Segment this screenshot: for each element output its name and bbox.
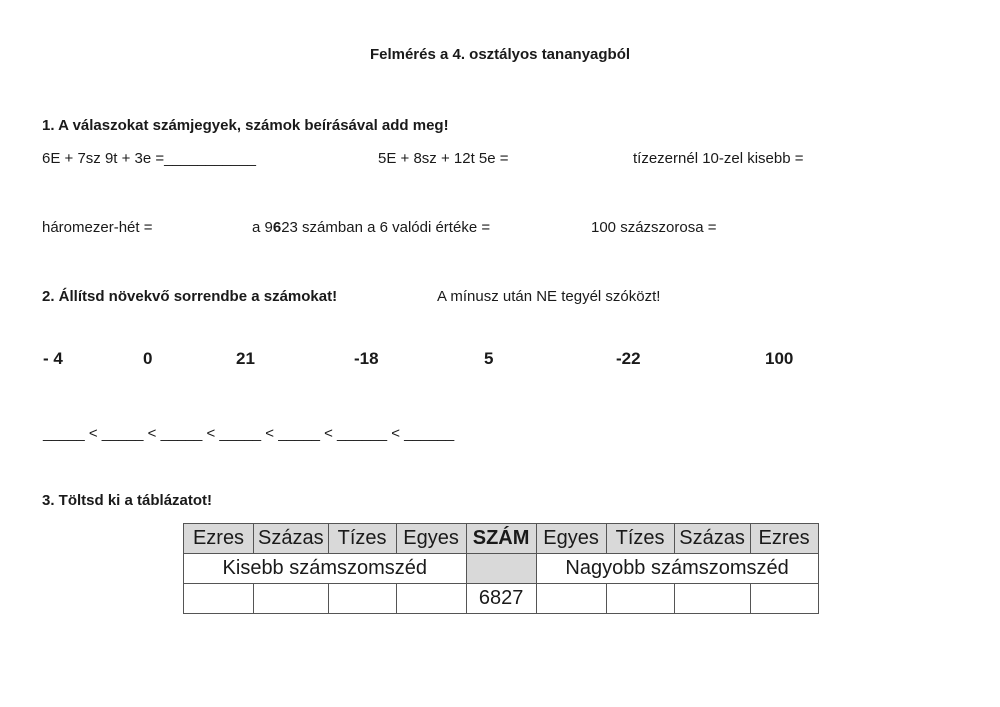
answer-cell[interactable]	[254, 584, 329, 614]
right-group-label: Nagyobb számszomszéd	[536, 554, 818, 584]
header-cell: Egyes	[396, 524, 466, 554]
header-cell: Ezres	[184, 524, 254, 554]
task2-note: A mínusz után NE tegyél szóközt!	[437, 288, 661, 305]
header-cell: Százas	[674, 524, 750, 554]
header-cell: Egyes	[536, 524, 606, 554]
page-title: Felmérés a 4. osztályos tananyagból	[369, 46, 631, 63]
number-item: -18	[354, 349, 379, 368]
task1-item-3: tízezernél 10-zel kisebb =	[633, 150, 804, 167]
place-value-table	[183, 523, 819, 614]
answer-cell[interactable]	[536, 584, 606, 614]
header-cell: Ezres	[750, 524, 818, 554]
answer-cell[interactable]	[184, 584, 254, 614]
highlighted-digit: 6	[272, 219, 282, 236]
header-cell: Százas	[254, 524, 329, 554]
table-answer-row	[184, 584, 819, 614]
task2-heading: 2. Állítsd növekvő sorrendbe a számokat!	[42, 288, 338, 305]
number-item: - 4	[43, 349, 63, 368]
header-cell: Tízes	[328, 524, 396, 554]
szam-gray-cell	[466, 554, 536, 584]
answer-cell[interactable]	[750, 584, 818, 614]
left-group-label: Kisebb számszomszéd	[184, 554, 467, 584]
task1-item-1: 6E + 7sz 9t + 3e =___________	[42, 150, 256, 167]
task1-heading: 1. A válaszokat számjegyek, számok beírásával add meg!	[42, 117, 449, 134]
number-item: -22	[616, 349, 641, 368]
number-cell: 6827	[466, 584, 536, 614]
task1-item-2: 5E + 8sz + 12t 5e =	[378, 150, 509, 167]
task1-item-4: háromezer-hét =	[42, 219, 153, 236]
header-cell-szam: SZÁM	[466, 524, 536, 554]
order-answer-line[interactable]: _____ < _____ < _____ < _____ < _____ < ______ < ______	[43, 425, 455, 442]
task1-item-6: 100 százszorosa =	[591, 219, 717, 236]
answer-cell[interactable]	[396, 584, 466, 614]
header-cell: Tízes	[606, 524, 674, 554]
answer-cell[interactable]	[606, 584, 674, 614]
task3-heading: 3. Töltsd ki a táblázatot!	[42, 492, 213, 509]
answer-cell[interactable]	[328, 584, 396, 614]
task1-item-5: a 9623 számban a 6 valódi értéke =	[252, 219, 491, 236]
number-item: 0	[143, 349, 153, 368]
number-item: 21	[236, 349, 255, 368]
number-item: 100	[765, 349, 794, 368]
number-item: 5	[484, 349, 494, 368]
table-header-row	[184, 524, 819, 554]
table-group-row	[184, 554, 819, 584]
answer-cell[interactable]	[674, 584, 750, 614]
